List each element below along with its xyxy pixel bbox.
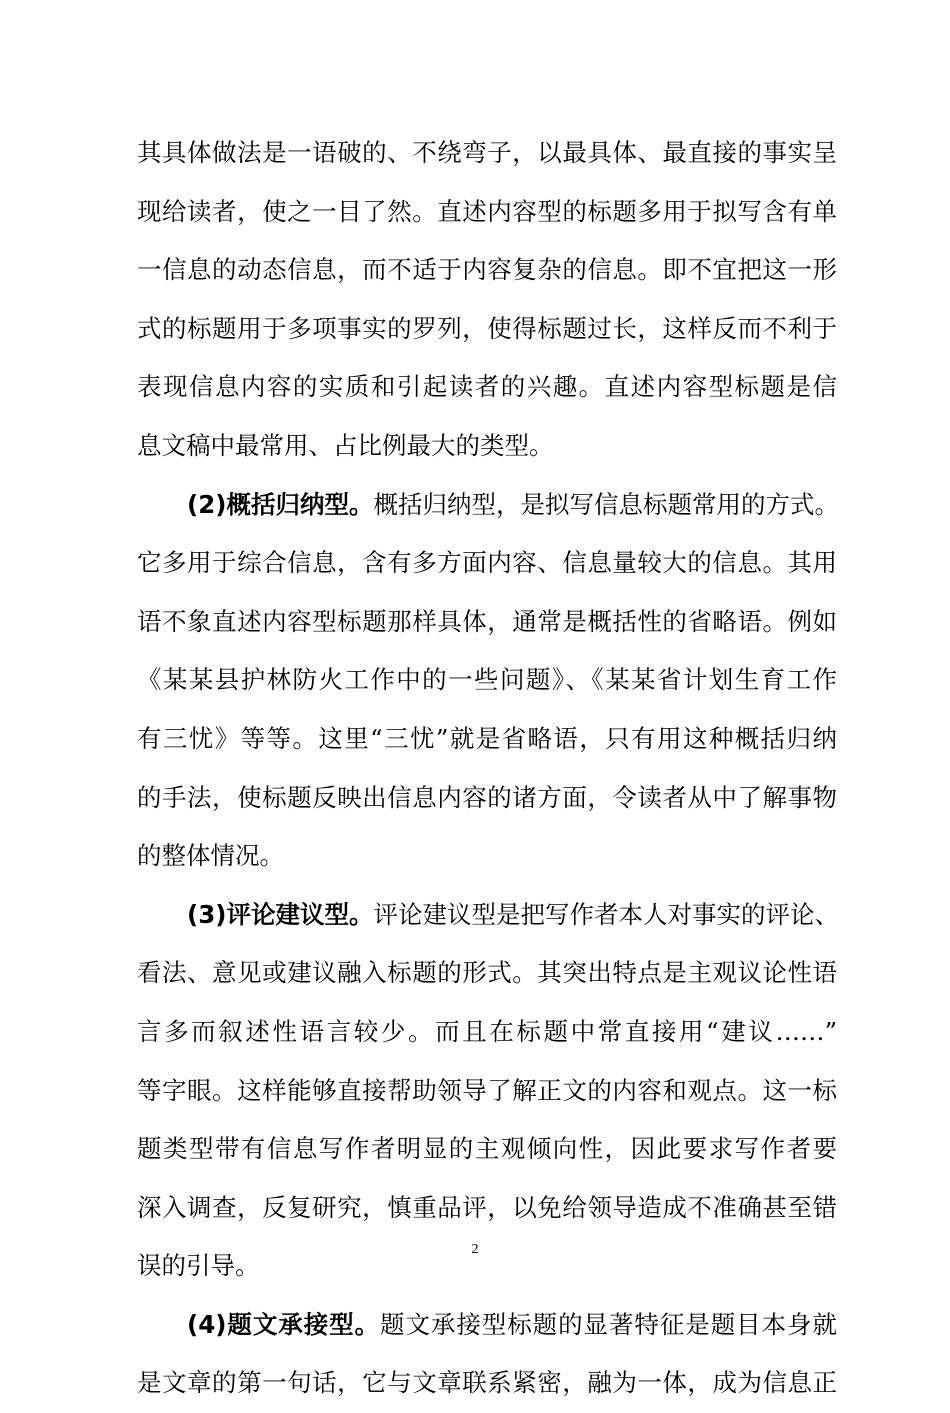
text-line: 语不象直述内容型标题那样具体，通常是概括性的省略语。例如 bbox=[137, 606, 837, 636]
text-line bbox=[137, 886, 837, 945]
paragraph-summary-type bbox=[137, 476, 837, 886]
text-line: 息文稿中最常用、占比例最大的类型。 bbox=[137, 430, 554, 460]
text-line: 的手法，使标题反映出信息内容的诸方面，令读者从中了解事物 bbox=[137, 782, 837, 812]
text-line: 式的标题用于多项事实的罗列，使得标题过长，这样反而不利于 bbox=[137, 313, 837, 343]
text-line: 其具体做法是一语破的、不绕弯子，以最具体、最直接的事实呈 bbox=[137, 138, 837, 167]
paragraph-direct-content-continuation bbox=[137, 124, 837, 476]
text-line: 《某某县护林防火工作中的一些问题》、《某某省计划生育工作 bbox=[137, 665, 837, 695]
text-line bbox=[137, 476, 837, 535]
text-line: 它多用于综合信息，含有多方面内容、信息量较大的信息。其用 bbox=[137, 548, 837, 578]
text-line bbox=[137, 1296, 837, 1355]
text-line: 现给读者，使之一目了然。直述内容型的标题多用于拟写含有单 bbox=[137, 196, 837, 226]
text-run: 概括归纳型，是拟写信息标题常用的方式。 bbox=[373, 489, 839, 519]
text-line: 误的引导。 bbox=[137, 1251, 260, 1281]
text-line: 题类型带有信息写作者明显的主观倾向性，因此要求写作者要 bbox=[137, 1134, 837, 1164]
text-line: 有三忧》等等。这里“三忧”就是省略语，只有用这种概括归纳 bbox=[137, 723, 837, 753]
text-line: 的整体情况。 bbox=[137, 841, 284, 871]
section-heading: (2)概括归纳型。 bbox=[187, 489, 374, 519]
text-line: 深入调查，反复研究，慎重品评，以免给领导造成不准确甚至错 bbox=[137, 1192, 837, 1222]
paragraph-title-text-connection-type bbox=[137, 1296, 837, 1413]
text-run: 题文承接型标题的显著特征是题目本身就 bbox=[380, 1309, 838, 1339]
text-run: 评论建议型是把写作者本人对事实的评论、 bbox=[373, 899, 839, 929]
text-line: 等字眼。这样能够直接帮助领导了解正文的内容和观点。这一标 bbox=[137, 1075, 837, 1105]
text-line: 是文章的第一句话，它与文章联系紧密，融为一体，成为信息正 bbox=[137, 1368, 837, 1398]
text-line: 看法、意见或建议融入标题的形式。其突出特点是主观议论性语 bbox=[137, 958, 837, 988]
page-number: 2 bbox=[471, 1242, 479, 1257]
section-heading: (4)题文承接型。 bbox=[187, 1309, 381, 1339]
text-line: 一信息的动态信息，而不适于内容复杂的信息。即不宜把这一形 bbox=[137, 255, 837, 285]
text-line: 言多而叙述性语言较少。而且在标题中常直接用“建议……” bbox=[137, 1016, 837, 1046]
paragraph-comment-suggestion-type bbox=[137, 886, 837, 1296]
text-line: 表现信息内容的实质和引起读者的兴趣。直述内容型标题是信 bbox=[137, 372, 837, 402]
body-text bbox=[137, 124, 837, 1413]
section-heading: (3)评论建议型。 bbox=[187, 899, 374, 929]
